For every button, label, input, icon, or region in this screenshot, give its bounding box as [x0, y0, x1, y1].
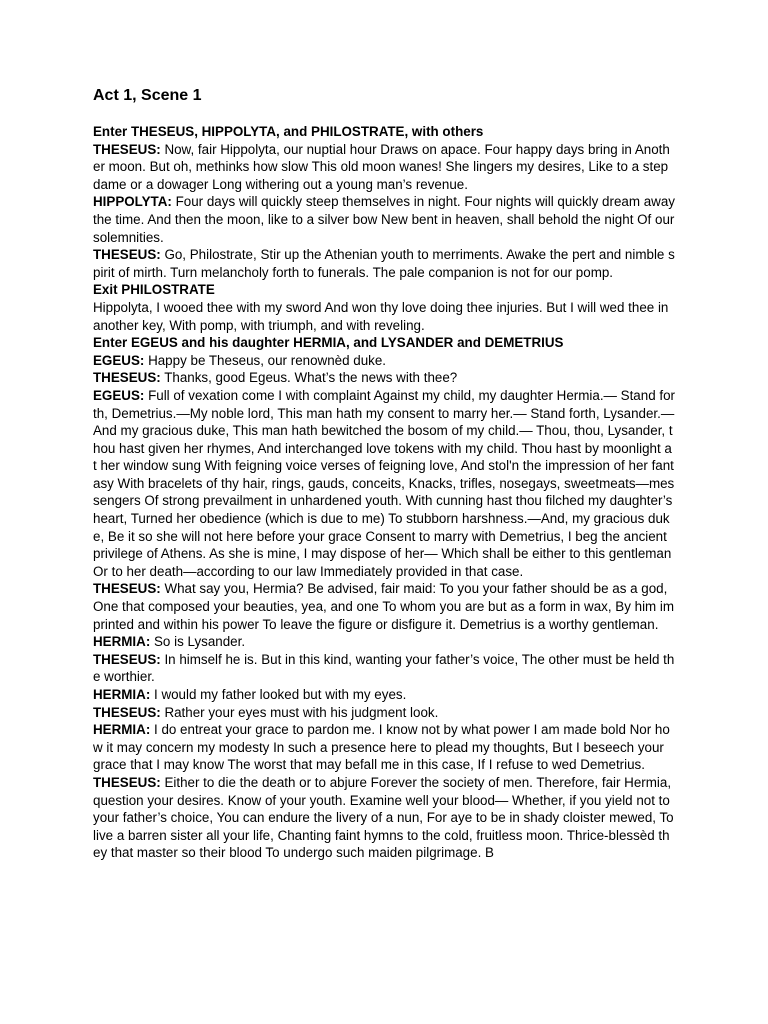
speaker-name: HIPPOLYTA: [93, 194, 172, 210]
speaker-name: HERMIA: [93, 722, 151, 738]
speaker-name: THESEUS: [93, 370, 161, 386]
speech-text: What say you, Hermia? Be advised, fair maid: To you your father should be as a god, One that composed your beauties, yea, and one To whom you are but as a form in wax, By him imprinted and within his power To leave the figure or disfigure it. Demetrius is a worthy gentleman. [93, 581, 675, 632]
speech-line [93, 141, 675, 194]
speech-line [93, 580, 675, 633]
speaker-name: EGEUS: [93, 352, 145, 368]
speech-line [93, 193, 675, 246]
speech-text: So is Lysander. [150, 634, 246, 650]
document-page [93, 86, 675, 862]
speech-line [93, 651, 675, 686]
script-body [93, 123, 675, 862]
speech-line [93, 369, 675, 387]
speech-text: I do entreat your grace to pardon me. I know not by what power I am made bold Nor how it may concern my modesty In such a presence here to plead my thoughts, But I beseech your grace that I may know The worst that may befall me in this case, If I refuse to wed Demetrius. [93, 722, 670, 773]
speaker-name: EGEUS: [93, 387, 145, 403]
page-title: Act 1, Scene 1 [93, 87, 202, 104]
speaker-name: THESEUS: [93, 651, 161, 667]
stage-direction: Enter EGEUS and his daughter HERMIA, and LYSANDER and DEMETRIUS [93, 335, 564, 351]
stage-direction: Enter THESEUS, HIPPOLYTA, and PHILOSTRATE, with others [93, 124, 484, 139]
speaker-name: THESEUS: [93, 774, 161, 790]
speech-text: Full of vexation come I with complaint Against my child, my daughter Hermia.— Stand forth, Demetrius.—My noble lord, This man hath my consent to marry her.— Stand forth, Lysander.—And my gracious duke, This man hath bewitched the bosom of my child.— Thou, thou, Lysander, thou hast given her rhymes, And interchanged love tokens with my child. Thou hast by moonlight at her window sung With feigning voice verses of feigning love, And stol'n the impression of her fantasy With bracelets of thy hair, rings, gauds, conceits, Knacks, trifles, nosegays, sweetmeats—messengers Of strong prevailment in unhardened youth. With cunning hast thou filched my daughter’s heart, Turned her obedience (which is due to me) To stubborn harshness.—And, my gracious duke, Be it so she will not here before your grace Consent to marry with Demetrius, I beg the ancient privilege of Athens. As she is mine, I may dispose of her— Which shall be either to this gentleman Or to her death—according to our law Immediately provided in that case. [93, 387, 675, 579]
speech-text: Either to die the death or to abjure Forever the society of men. Therefore, fair Hermia, question your desires. Know of your youth. Examine well your blood— Whether, if you yield not to your father’s choice, You can endure the livery of a nun, For aye to be in shady cloister mewed, To live a barren sister all your life, Chanting faint hymns to the cold, fruitless moon. Thrice-blessèd they that master so their blood To undergo such maiden pilgrimage. B [93, 774, 674, 861]
speech-line [93, 387, 675, 581]
speech-text: I would my father looked but with my eyes. [150, 687, 407, 702]
speech-line [93, 704, 675, 722]
speech-line [93, 774, 675, 862]
speaker-name: HERMIA: [93, 687, 151, 702]
speech-text: Four days will quickly steep themselves in night. Four nights will quickly dream away the time. And then the moon, like to a silver bow New bent in heaven, shall behold the night Of our solemnities. [93, 194, 675, 245]
speech-line [93, 352, 675, 370]
speech-line [93, 633, 675, 651]
speech-line [93, 246, 675, 281]
speech-text: Thanks, good Egeus. What’s the news with thee? [160, 370, 458, 386]
speaker-name: THESEUS: [93, 581, 161, 597]
speech-text: Now, fair Hippolyta, our nuptial hour Draws on apace. Four happy days bring in Another moon. But oh, methinks how slow This old moon wanes! She lingers my desires, Like to a stepdame or a dowager Long withering out a young man’s revenue. [93, 141, 670, 192]
speech-text: In himself he is. But in this kind, wanting your father’s voice, The other must be held the worthier. [93, 651, 675, 685]
speaker-name: THESEUS: [93, 141, 161, 157]
speech-text: Go, Philostrate, Stir up the Athenian youth to merriments. Awake the pert and nimble spirit of mirth. Turn melancholy forth to funerals. The pale companion is not for our pomp. [93, 247, 675, 280]
speech-line [93, 721, 675, 774]
speaker-name: THESEUS: [93, 247, 161, 263]
speech-line [93, 686, 675, 704]
speaker-name: THESEUS: [93, 704, 161, 720]
stage-direction: Exit PHILOSTRATE [93, 282, 215, 298]
speech-text: Happy be Theseus, our renownèd duke. [144, 352, 387, 368]
speaker-name: HERMIA: [93, 634, 151, 650]
speech-line: Hippolyta, I wooed thee with my sword And won thy love doing thee injuries. But I will wed thee in another key, With pomp, with triumph, and with reveling. [93, 299, 669, 333]
speech-text: Rather your eyes must with his judgment look. [160, 704, 439, 720]
